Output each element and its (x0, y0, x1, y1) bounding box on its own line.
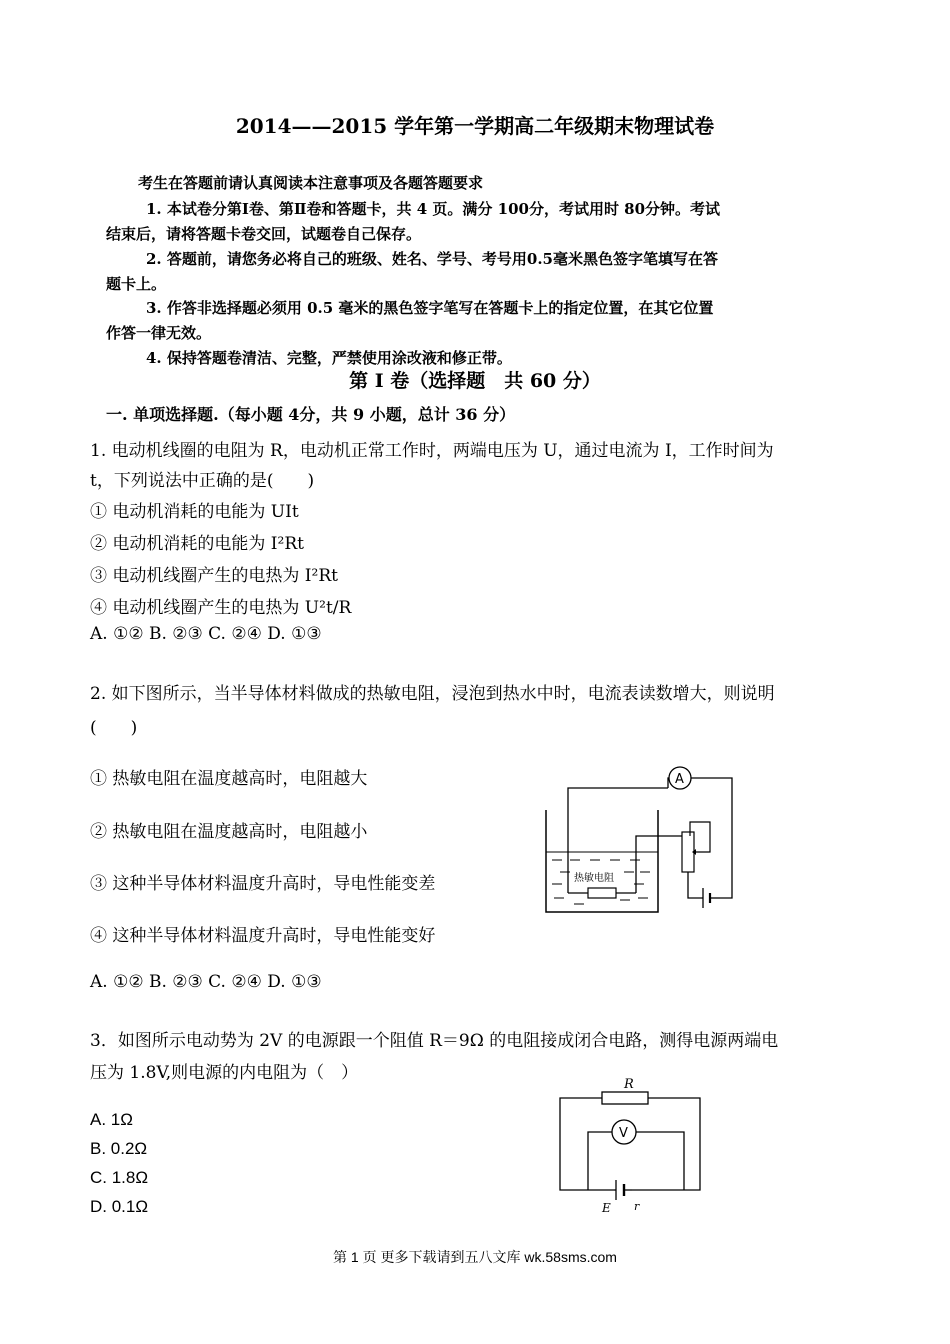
q1-option-4: ④ 电动机线圈产生的电热为 U²t/R (90, 598, 352, 618)
q2-option-4: ④ 这种半导体材料温度升高时，导电性能变好 (90, 926, 436, 946)
q1-option-2: ② 电动机消耗的电能为 I²Rt (90, 534, 304, 554)
source-e-label: E (602, 1201, 611, 1215)
notice-line-1: 1. 本试卷分第Ⅰ卷、第Ⅱ卷和答题卡，共 4 页。满分 100分，考试用时 80分钟。考试 (146, 200, 721, 218)
page-footer: 第 1 页 更多下载请到五八文库 wk.58sms.com (333, 1249, 617, 1265)
notice-heading: 考生在答题前请认真阅读本注意事项及各题答题要求 (138, 174, 484, 192)
q1-option-1: ① 电动机消耗的电能为 UIt (90, 502, 299, 522)
notice-line-6: 作答一律无效。 (106, 324, 212, 342)
q2-option-2: ② 热敏电阻在温度越高时，电阻越小 (90, 822, 368, 842)
q2-option-1: ① 热敏电阻在温度越高时，电阻越大 (90, 769, 368, 789)
internal-r-label: r (634, 1200, 640, 1213)
q1-stem-line-2: t，下列说法中正确的是( ) (90, 471, 315, 491)
resistor-r (602, 1092, 648, 1104)
ammeter-label: A (675, 772, 684, 787)
q3-option-a: A. 1Ω (90, 1110, 133, 1129)
thermistor-resistor (588, 888, 616, 898)
notice-line-2: 结束后，请将答题卡卷交回，试题卷自己保存。 (106, 225, 422, 243)
q3-stem-line-1: 3．如图所示电动势为 2V 的电源跟一个阻值 R＝9Ω 的电阻接成闭合电路，测得电源两端电 (90, 1031, 779, 1051)
q3-option-c: C. 1.8Ω (90, 1168, 149, 1187)
q1-stem-line-1: 1. 电动机线圈的电阻为 R，电动机正常工作时，两端电压为 U，通过电流为 I，工作时间为 (90, 441, 774, 461)
section-subtitle: 一. 单项选择题.（每小题 4分，共 9 小题，总计 36 分） (106, 405, 516, 424)
q2-stem-line-1: 2. 如下图所示，当半导体材料做成的热敏电阻，浸泡到热水中时，电流表读数增大，则说明 (90, 684, 775, 704)
q3-voltmeter-circuit-diagram (552, 1070, 712, 1216)
page-title: 2014——2015 学年第一学期高二年级期末物理试卷 (235, 114, 715, 138)
q2-answers: A. ①② B. ②③ C. ②④ D. ①③ (90, 972, 322, 992)
q1-option-3: ③ 电动机线圈产生的电热为 I²Rt (90, 566, 338, 586)
q3-option-d: D. 0.1Ω (90, 1197, 149, 1216)
notice-line-3: 2. 答题前，请您务必将自己的班级、姓名、学号、考号用0.5毫米黑色签字笔填写在答 (146, 250, 718, 268)
notice-line-4: 题卡上。 (106, 275, 167, 293)
notice-line-7: 4. 保持答题卷清洁、完整，严禁使用涂改液和修正带。 (146, 349, 512, 367)
voltmeter-label: V (619, 1126, 628, 1141)
q2-stem-line-2: ( ) (90, 718, 138, 738)
notice-line-5: 3. 作答非选择题必须用 0.5 毫米的黑色签字笔写在答题卡上的指定位置，在其它位置 (146, 299, 714, 317)
q2-option-3: ③ 这种半导体材料温度升高时，导电性能变差 (90, 874, 436, 894)
q3-option-b: B. 0.2Ω (90, 1139, 148, 1158)
thermistor-label: 热敏电阻 (574, 873, 614, 884)
resistor-r-label: R (624, 1077, 634, 1092)
q3-stem-line-2: 压为 1.8V,则电源的内电阻为（ ） (90, 1063, 359, 1083)
q1-answers: A. ①② B. ②③ C. ②④ D. ①③ (90, 624, 322, 644)
section-title: 第 I 卷（选择题 共 60 分） (349, 370, 601, 392)
q2-thermistor-circuit-diagram (540, 760, 740, 920)
